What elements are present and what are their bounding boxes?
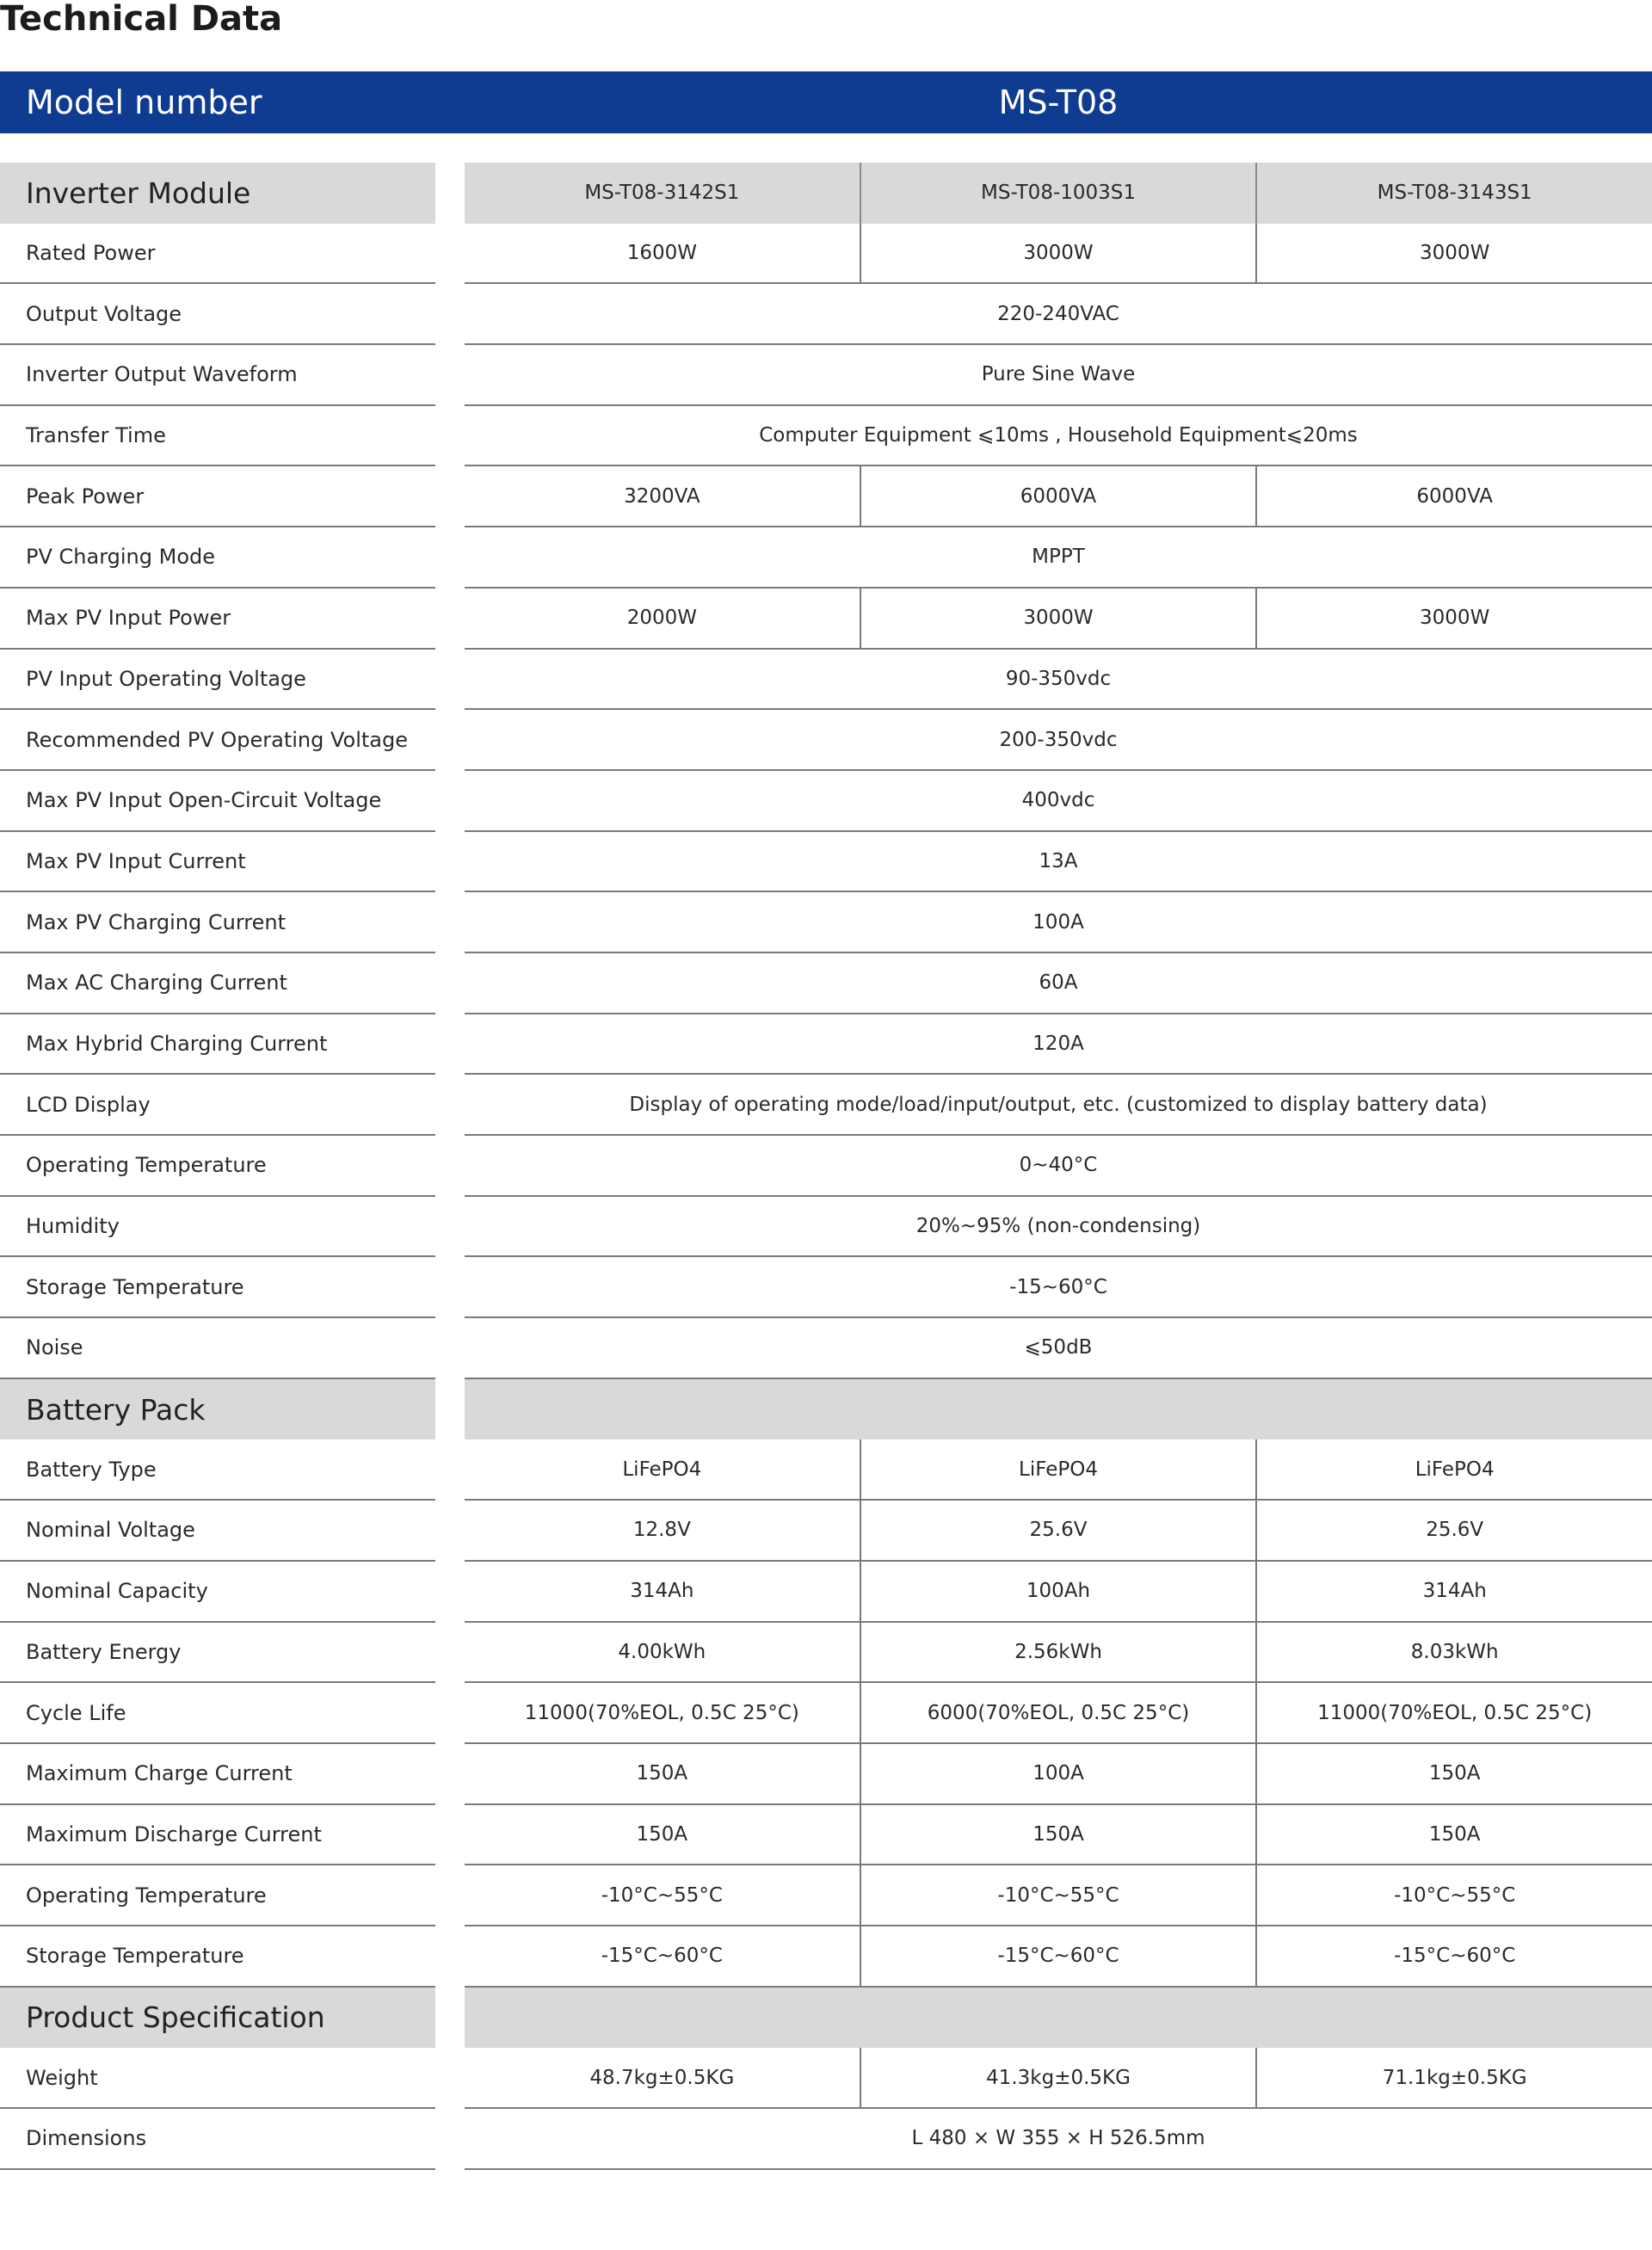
spec-value-cell: Computer Equipment ⩽10ms , Household Equipment⩽20ms: [759, 424, 1358, 447]
spec-value-cell: 150A: [1255, 1744, 1652, 1803]
spec-values: [465, 589, 1652, 650]
spec-label: Max PV Charging Current: [0, 892, 435, 953]
spec-values: [465, 1926, 1652, 1988]
spec-values: [465, 1014, 1652, 1076]
spec-row: [0, 892, 1652, 953]
spec-values: [465, 1318, 1652, 1379]
spec-value-cell: 3000W: [1255, 589, 1652, 648]
spec-label: Storage Temperature: [0, 1926, 435, 1988]
spec-value-cell: 6000VA: [860, 466, 1256, 526]
model-column-header: [465, 1379, 1652, 1440]
spec-row: [0, 710, 1652, 771]
spec-row: [0, 406, 1652, 467]
spec-values: [465, 1865, 1652, 1926]
spec-row: [0, 953, 1652, 1014]
spec-value-cell: 90-350vdc: [1005, 667, 1112, 690]
spec-label: LCD Display: [0, 1075, 435, 1136]
spec-row: [0, 1439, 1652, 1501]
spec-values: [465, 1805, 1652, 1866]
spec-value-cell: LiFePO4: [860, 1439, 1256, 1499]
spec-value-cell: 13A: [1039, 849, 1078, 872]
spec-value-cell: -15°C~60°C: [860, 1926, 1256, 1986]
page-title: Technical Data: [0, 0, 283, 39]
spec-values: [465, 1501, 1652, 1562]
section-header-battery-pack: [0, 1379, 1652, 1440]
spec-label: Transfer Time: [0, 406, 435, 467]
spec-value-cell: 220-240VAC: [997, 302, 1119, 325]
spec-label: Operating Temperature: [0, 1136, 435, 1197]
spec-values: [465, 1683, 1652, 1744]
spec-label: Humidity: [0, 1197, 435, 1258]
spec-row: [0, 1318, 1652, 1379]
spec-label: Max PV Input Power: [0, 589, 435, 650]
spec-value-cell: LiFePO4: [622, 1458, 702, 1481]
spec-values: [465, 1197, 1652, 1258]
spec-label: Storage Temperature: [0, 1257, 435, 1318]
spec-value-cell: 3000W: [1255, 224, 1652, 283]
spec-value-cell: Display of operating mode/load/input/output, etc. (customized to display battery data): [629, 1093, 1488, 1116]
spec-row: [0, 2048, 1652, 2109]
spec-values: [465, 2048, 1652, 2109]
spec-value-cell: ⩽50dB: [1024, 1336, 1093, 1359]
spec-value-cell: -15~60°C: [1009, 1275, 1107, 1298]
model-column-header: MS-T08-3142S1: [584, 182, 740, 205]
spec-row: [0, 650, 1652, 711]
spec-value-cell: 100A: [860, 1744, 1256, 1803]
spec-label: Weight: [0, 2048, 435, 2109]
section-title: Battery Pack: [0, 1379, 435, 1440]
spec-values: [465, 771, 1652, 832]
spec-label: Peak Power: [0, 466, 435, 527]
spec-label: Inverter Output Waveform: [0, 345, 435, 406]
spec-values: [465, 345, 1652, 406]
spec-values: [465, 1439, 1652, 1501]
spec-value-cell: -15°C~60°C: [1255, 1926, 1652, 1986]
spec-value-cell: L 480 × W 355 × H 526.5mm: [911, 2127, 1205, 2150]
spec-row: [0, 1865, 1652, 1926]
section-header-cells: [465, 1379, 1652, 1440]
section-header-inverter-module: [0, 163, 1652, 224]
spec-value-cell: 120A: [1032, 1032, 1084, 1055]
spec-value-cell: 150A: [636, 1822, 688, 1846]
model-number-bar: [0, 71, 1652, 133]
spec-label: Rated Power: [0, 224, 435, 285]
model-column-header: MS-T08-1003S1: [860, 163, 1256, 224]
spec-value-cell: LiFePO4: [1255, 1439, 1652, 1499]
spec-value-cell: 48.7kg±0.5KG: [589, 2066, 735, 2089]
spec-label: Max Hybrid Charging Current: [0, 1014, 435, 1076]
spec-row: [0, 345, 1652, 406]
spec-row: [0, 1014, 1652, 1076]
spec-value-cell: 25.6V: [860, 1501, 1256, 1560]
spec-value-cell: 71.1kg±0.5KG: [1255, 2048, 1652, 2107]
spec-value-cell: 150A: [860, 1805, 1256, 1865]
spec-row: [0, 1136, 1652, 1197]
spec-value-cell: -15°C~60°C: [601, 1945, 723, 1968]
spec-value-cell: 100A: [1032, 910, 1084, 934]
spec-values: [465, 1075, 1652, 1136]
section-header-cells: [465, 163, 1652, 224]
spec-value-cell: 3000W: [860, 224, 1256, 283]
spec-value-cell: 314Ah: [1255, 1562, 1652, 1621]
spec-value-cell: 25.6V: [1255, 1501, 1652, 1560]
spec-label: Battery Energy: [0, 1623, 435, 1684]
spec-value-cell: 0~40°C: [1019, 1154, 1098, 1177]
spec-row: [0, 1926, 1652, 1988]
spec-table: [0, 163, 1652, 2170]
spec-value-cell: 400vdc: [1021, 789, 1095, 812]
spec-row: [0, 771, 1652, 832]
spec-value-cell: 4.00kWh: [618, 1640, 706, 1663]
spec-value-cell: 1600W: [626, 242, 697, 265]
spec-row: [0, 466, 1652, 527]
spec-values: [465, 466, 1652, 527]
spec-values: [465, 284, 1652, 345]
spec-value-cell: 200-350vdc: [999, 728, 1118, 751]
spec-values: [465, 527, 1652, 589]
spec-value-cell: -10°C~55°C: [860, 1865, 1256, 1925]
spec-values: [465, 1623, 1652, 1684]
spec-value-cell: 150A: [636, 1762, 688, 1785]
spec-row: [0, 1501, 1652, 1562]
spec-value-cell: 11000(70%EOL, 0.5C 25°C): [1255, 1683, 1652, 1742]
model-number-value: MS-T08: [998, 83, 1119, 121]
spec-value-cell: -10°C~55°C: [1255, 1865, 1652, 1925]
spec-label: Output Voltage: [0, 284, 435, 345]
spec-row: [0, 284, 1652, 345]
spec-values: [465, 953, 1652, 1014]
spec-label: Maximum Discharge Current: [0, 1805, 435, 1866]
spec-row: [0, 1197, 1652, 1258]
model-column-header: MS-T08-3143S1: [1255, 163, 1652, 224]
spec-value-cell: 8.03kWh: [1255, 1623, 1652, 1682]
spec-row: [0, 1623, 1652, 1684]
spec-label: Maximum Charge Current: [0, 1744, 435, 1805]
spec-values: [465, 2109, 1652, 2170]
spec-row: [0, 224, 1652, 285]
spec-label: PV Charging Mode: [0, 527, 435, 589]
spec-value-cell: 41.3kg±0.5KG: [860, 2048, 1256, 2107]
spec-values: [465, 650, 1652, 711]
spec-label: PV Input Operating Voltage: [0, 650, 435, 711]
spec-value-cell: 12.8V: [632, 1519, 691, 1542]
spec-values: [465, 1257, 1652, 1318]
spec-label: Max PV Input Open-Circuit Voltage: [0, 771, 435, 832]
spec-value-cell: 3200VA: [624, 484, 700, 508]
spec-values: [465, 406, 1652, 467]
spec-label: Max AC Charging Current: [0, 953, 435, 1014]
spec-value-cell: 2.56kWh: [860, 1623, 1256, 1682]
spec-value-cell: 3000W: [860, 589, 1256, 648]
spec-value-cell: 314Ah: [630, 1580, 694, 1603]
spec-value-cell: 150A: [1255, 1805, 1652, 1865]
model-column-header: [465, 1988, 1652, 2049]
spec-row: [0, 1075, 1652, 1136]
spec-row: [0, 589, 1652, 650]
spec-values: [465, 1562, 1652, 1623]
spec-values: [465, 710, 1652, 771]
section-header-product-specification: [0, 1988, 1652, 2049]
spec-label: Nominal Capacity: [0, 1562, 435, 1623]
spec-value-cell: 20%~95% (non-condensing): [915, 1215, 1201, 1238]
spec-value-cell: 6000VA: [1255, 466, 1652, 526]
spec-label: Battery Type: [0, 1439, 435, 1501]
spec-values: [465, 224, 1652, 285]
spec-value-cell: 6000(70%EOL, 0.5C 25°C): [860, 1683, 1256, 1742]
spec-row: [0, 1805, 1652, 1866]
spec-label: Nominal Voltage: [0, 1501, 435, 1562]
spec-values: [465, 892, 1652, 953]
spec-row: [0, 1744, 1652, 1805]
spec-row: [0, 2109, 1652, 2170]
spec-label: Noise: [0, 1318, 435, 1379]
spec-row: [0, 1257, 1652, 1318]
spec-label: Max PV Input Current: [0, 832, 435, 893]
spec-label: Recommended PV Operating Voltage: [0, 710, 435, 771]
spec-row: [0, 527, 1652, 589]
spec-value-cell: 100Ah: [860, 1562, 1256, 1621]
spec-value-cell: 11000(70%EOL, 0.5C 25°C): [524, 1701, 799, 1724]
spec-label: Cycle Life: [0, 1683, 435, 1744]
spec-row: [0, 1683, 1652, 1744]
section-title: Inverter Module: [0, 163, 435, 224]
spec-label: Operating Temperature: [0, 1865, 435, 1926]
spec-value-cell: 2000W: [626, 607, 697, 630]
spec-value-cell: -10°C~55°C: [601, 1883, 723, 1907]
spec-values: [465, 1744, 1652, 1805]
spec-values: [465, 1136, 1652, 1197]
spec-label: Dimensions: [0, 2109, 435, 2170]
model-number-label: Model number: [26, 83, 262, 121]
spec-values: [465, 832, 1652, 893]
spec-value-cell: Pure Sine Wave: [981, 363, 1136, 386]
section-header-cells: [465, 1988, 1652, 2049]
spec-value-cell: 60A: [1039, 971, 1078, 995]
section-title: Product Specification: [0, 1988, 435, 2049]
spec-row: [0, 1562, 1652, 1623]
spec-row: [0, 832, 1652, 893]
spec-value-cell: MPPT: [1032, 546, 1085, 569]
